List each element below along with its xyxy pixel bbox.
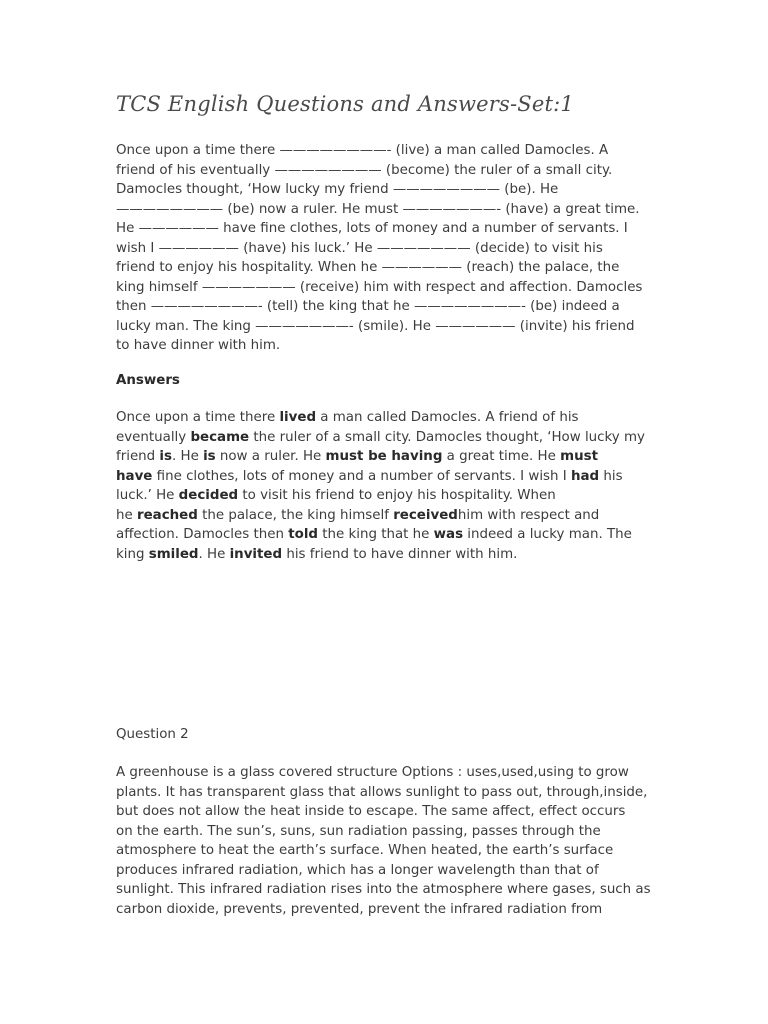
answer-word: must	[560, 449, 598, 464]
answer-word: received	[393, 507, 458, 523]
answer-text: the ruler of a small city. Damocles thought, ‘How lucky my	[249, 429, 645, 445]
question-2-line: carbon dioxide, prevents, prevented, prevent the infrared radiation from	[116, 901, 603, 917]
answer-line	[116, 428, 645, 448]
question-2-label: Question 2	[116, 727, 189, 742]
question-line: ———————— (be) now a ruler. He must ———————- (have) a great time.	[116, 201, 640, 217]
question-line: friend of his eventually ———————— (become) the ruler of a small city.	[116, 162, 613, 178]
answer-word: reached	[136, 507, 198, 523]
question-2-line: on the earth. The sun’s, suns, sun radiation passing, passes through the	[116, 823, 601, 839]
question-2-line: but does not allow the heat inside to escape. The same affect, effect occurs	[116, 804, 626, 819]
answer-text: a great time. He	[442, 449, 561, 464]
answer-text: him with respect and	[457, 507, 600, 523]
answer-text: affection. Damocles then	[116, 527, 289, 542]
answer-text: the king that he	[318, 527, 434, 542]
answer-word: had	[570, 468, 600, 484]
question-line: wish I —————— (have) his luck.’ He ——————— (decide) to visit his	[116, 240, 603, 256]
answer-text: indeed a lucky man. The	[463, 527, 632, 542]
question-line: He —————— have fine clothes, lots of money and a number of servants. I	[116, 221, 628, 236]
answer-word: became	[190, 429, 250, 445]
answer-text: his friend to have dinner with him.	[282, 546, 518, 562]
answer-text: fine clothes, lots of money and a number of servants. I wish I	[152, 468, 571, 484]
answer-word: invited	[229, 546, 283, 562]
answer-line	[116, 525, 645, 545]
answer-word: must be having	[325, 449, 443, 464]
answers-passage	[116, 408, 645, 564]
answer-line	[116, 486, 645, 506]
answer-text: . He	[198, 546, 230, 562]
answer-line	[116, 408, 645, 428]
answer-word: was	[433, 527, 464, 542]
question-2-passage	[116, 763, 651, 919]
answer-word: is	[203, 449, 216, 464]
answer-text: eventually	[116, 429, 191, 445]
question-line: Once upon a time there ————————- (live) a man called Damocles. A	[116, 143, 609, 158]
answer-word: smiled	[148, 546, 199, 562]
answer-text: a man called Damocles. A friend of his	[316, 410, 579, 425]
answer-line	[116, 447, 645, 467]
answer-line	[116, 506, 645, 526]
answer-word: lived	[279, 410, 317, 425]
question-line: lucky man. The king ———————- (smile). He —————— (invite) his friend	[116, 318, 635, 334]
answer-text: king	[116, 546, 149, 562]
answer-text: Once upon a time there	[116, 410, 280, 425]
answer-word: told	[288, 527, 319, 542]
question-line: then ————————- (tell) the king that he ————————- (be) indeed a	[116, 299, 620, 314]
answer-text: . He	[171, 449, 204, 464]
question-2-line: plants. It has transparent glass that allows sunlight to pass out, through,inside,	[116, 784, 648, 800]
answer-text: friend	[116, 449, 160, 464]
page-title: TCS English Questions and Answers-Set:1	[116, 92, 574, 116]
answer-line	[116, 545, 645, 565]
question-line: king himself ——————— (receive) him with respect and affection. Damocles	[116, 279, 643, 295]
answer-word: have	[116, 468, 153, 484]
question-line: to have dinner with him.	[116, 338, 281, 353]
question-2-line: produces infrared radiation, which has a longer wavelength than that of	[116, 862, 599, 878]
question-2-line: atmosphere to heat the earth’s surface. When heated, the earth’s surface	[116, 843, 614, 858]
answer-word: is	[159, 449, 172, 464]
answer-text: he	[116, 507, 137, 523]
answer-text: the palace, the king himself	[197, 507, 394, 523]
answer-line	[116, 467, 645, 487]
answer-text: his	[599, 468, 623, 484]
answer-text: luck.’ He	[116, 488, 179, 503]
question-2-line: sunlight. This infrared radiation rises into the atmosphere where gases, such as	[116, 882, 651, 897]
question-line: friend to enjoy his hospitality. When he —————— (reach) the palace, the	[116, 260, 620, 275]
answers-heading: Answers	[116, 373, 180, 388]
question-line: Damocles thought, ‘How lucky my friend ———————— (be). He	[116, 182, 559, 197]
answer-text: now a ruler. He	[215, 449, 326, 464]
answer-text: to visit his friend to enjoy his hospitality. When	[238, 488, 556, 503]
answer-word: decided	[178, 488, 239, 503]
question-1-passage	[116, 141, 642, 356]
question-2-line: A greenhouse is a glass covered structure Options : uses,used,using to grow	[116, 765, 629, 780]
